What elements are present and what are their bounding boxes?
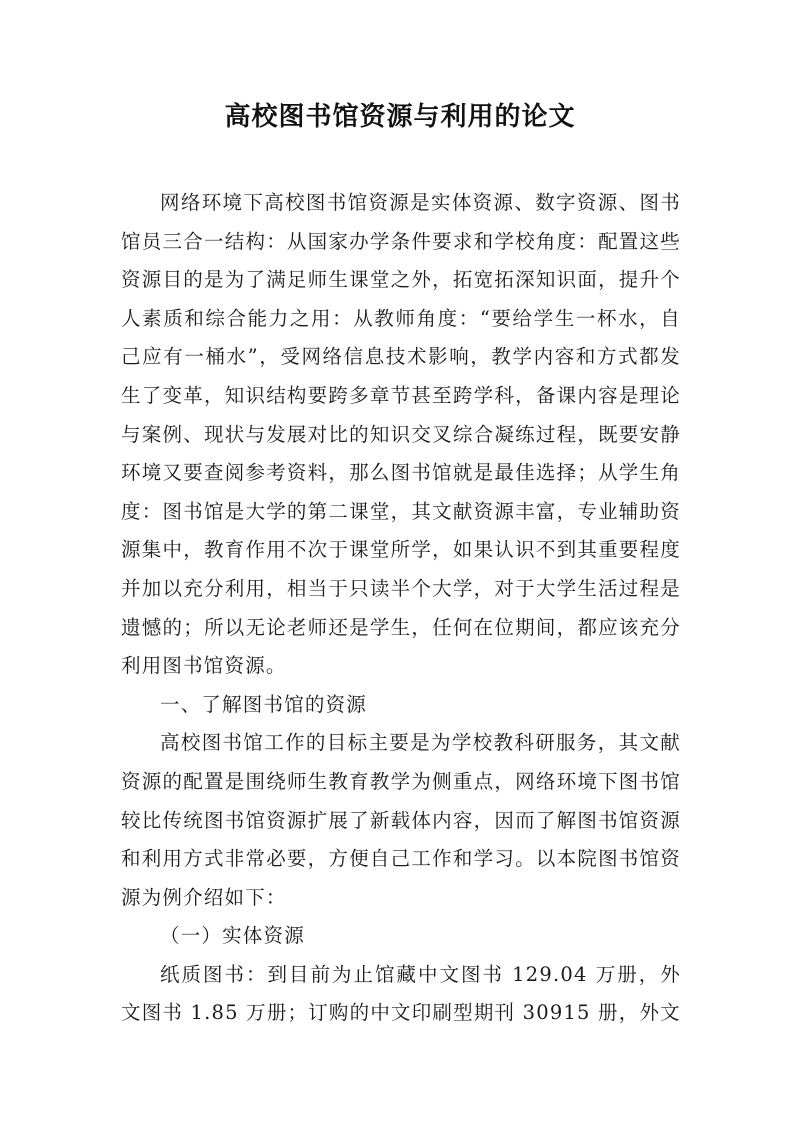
section-heading-understand-resources: 一、了解图书馆的资源 bbox=[160, 692, 368, 716]
paragraph-intro: 网络环境下高校图书馆资源是实体资源、数字资源、图书馆员三合一结构：从国家办学条件要求和学校角度：配置这些资源目的是为了满足师生课堂之外，拓宽拓深知识面，提升个人素质和综合能力之用：从教师角度：“要给学生一杯水，自己应有一桶水”，受网络信息技术影响，教学内容和方式都发生了变革，知识结构要跨多章节甚至跨学科，备课内容是理论与案例、现状与发展对比的知识交叉综合凝练过程，既要安静环境又要查阅参考资料，那么图书馆就是最佳选择；从学生角度：图书馆是大学的第二课堂，其文献资源丰富，专业辅助资源集中，教育作用不次于课堂所学，如果认识不到其重要程度并加以充分利用，相当于只读半个大学，对于大学生活过程是遗憾的；所以无论老师还是学生，任何在位期间，都应该充分利用图书馆资源。 bbox=[121, 191, 681, 678]
document-body bbox=[121, 184, 681, 1033]
subsection-heading-physical-resources: （一）实体资源 bbox=[160, 924, 305, 948]
paragraph-library-goals: 高校图书馆工作的目标主要是为学校教科研服务，其文献资源的配置是围绕师生教育教学为侧重点，网络环境下图书馆较比传统图书馆资源扩展了新载体内容，因而了解图书馆资源和利用方式非常必要，方便自己工作和学习。以本院图书馆资源为例介绍如下： bbox=[121, 731, 681, 909]
document-title: 高校图书馆资源与利用的论文 bbox=[224, 102, 576, 132]
paragraph-paper-books: 纸质图书：到目前为止馆藏中文图书 129.04 万册，外文图书 1.85 万册；订购的中文印刷型期刊 30915 册，外文 bbox=[121, 962, 681, 1025]
